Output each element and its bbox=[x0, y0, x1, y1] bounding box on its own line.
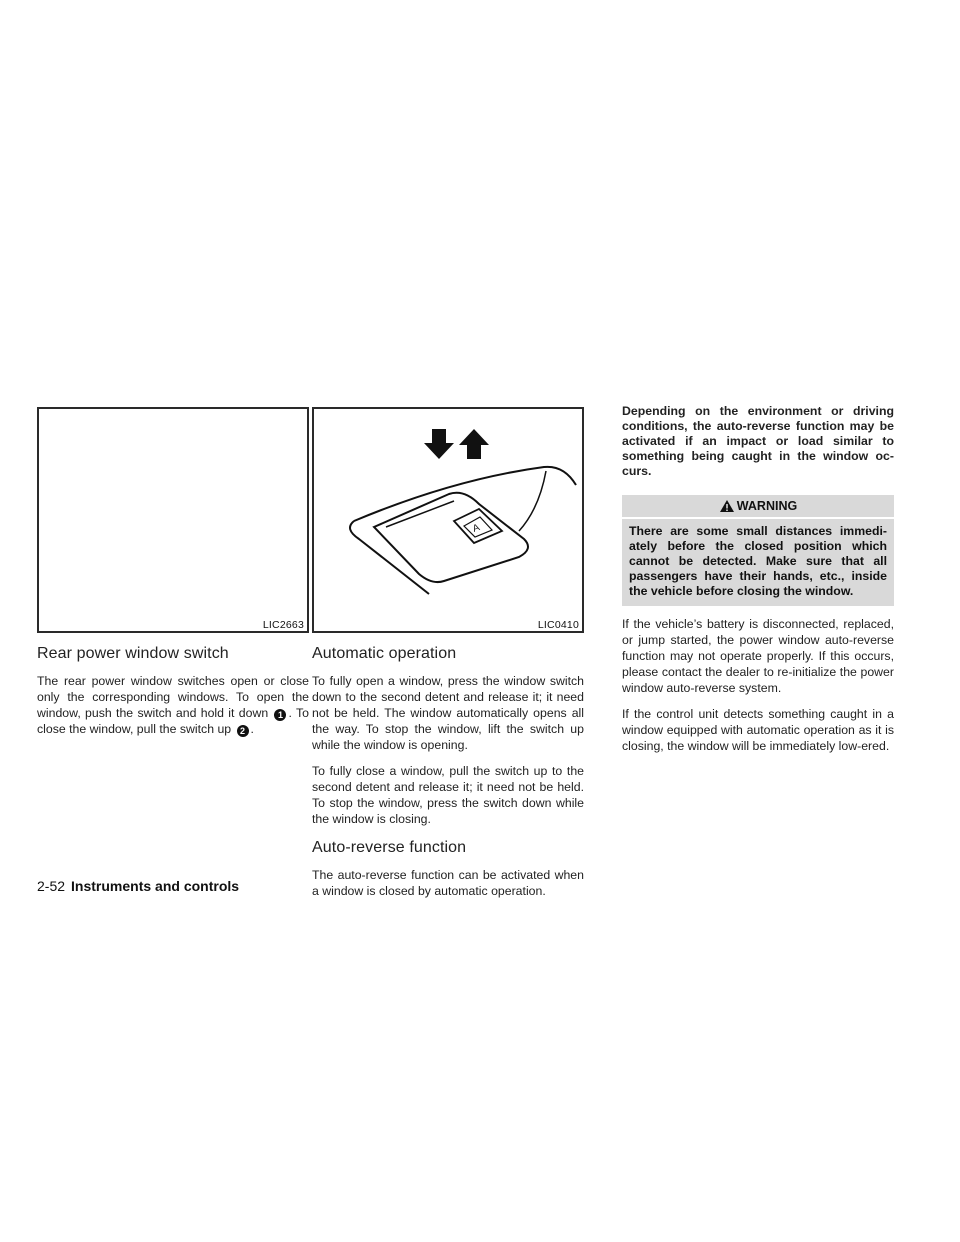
rear-window-switch-figure bbox=[37, 407, 309, 633]
automatic-paragraph-1: To fully open a window, press the window switch down to the second detent and release it; it need not be held. The window automatically opens all the way. To stop the window, lift the switch up while the window is opening. bbox=[312, 674, 584, 752]
automatic-paragraph-2: To fully close a window, pull the switch up to the second detent and release it; it need not be held. To stop the window, press the switch down while the window is closing. bbox=[312, 764, 584, 826]
column-left bbox=[37, 407, 309, 747]
warning-title: WARNING bbox=[736, 499, 798, 513]
warning-header bbox=[622, 495, 894, 517]
page-number: 2-52 bbox=[37, 878, 66, 894]
warning-triangle-icon bbox=[719, 499, 735, 513]
column-middle bbox=[312, 407, 584, 909]
page-footer bbox=[37, 878, 239, 894]
column-right bbox=[622, 404, 894, 764]
section-heading-automatic-operation: Automatic operation bbox=[312, 645, 457, 662]
control-unit-paragraph: If the control unit detects something caught in a window equipped with automatic operation as it is closing, the window will be immediately low-ered. bbox=[622, 707, 894, 753]
text-segment: . To close the window, pull the switch up bbox=[37, 706, 309, 736]
svg-text:A: A bbox=[471, 522, 482, 535]
callout-1-icon: 1 bbox=[274, 709, 286, 721]
callout-2-icon: 2 bbox=[237, 725, 249, 737]
section-title: Instruments and controls bbox=[71, 878, 240, 894]
text-segment: . bbox=[250, 722, 254, 736]
auto-reverse-paragraph: The auto-reverse function can be activated when a window is closed by automatic operation. bbox=[312, 868, 584, 898]
battery-paragraph: If the vehicle’s battery is disconnected, replaced, or jump started, the power window auto-reverse function may not operate properly. If this occurs, please contact the dealer to re-initialize the power window auto-reverse system. bbox=[622, 617, 894, 695]
rear-window-paragraph bbox=[37, 673, 309, 737]
window-switch-figure bbox=[312, 407, 584, 633]
down-arrow-icon bbox=[424, 429, 454, 459]
up-arrow-icon bbox=[459, 429, 489, 459]
text-segment: The rear power window switches open or close only the corresponding windows. To open the window, push the switch and hold it down bbox=[37, 674, 309, 720]
section-heading-auto-reverse: Auto-reverse function bbox=[312, 839, 467, 856]
auto-reverse-condition-paragraph: Depending on the environment or driving conditions, the auto-reverse function may be activated if an impact or load similar to something being caught in the window oc-curs. bbox=[622, 404, 894, 478]
window-switch-illustration bbox=[314, 409, 582, 631]
warning-text: There are some small distances immedi-ately before the closed position which cannot be detected. Make sure that all passengers have their hands, etc., inside the vehicle before closing the window. bbox=[622, 519, 894, 606]
section-heading-rear-power-window: Rear power window switch bbox=[37, 645, 229, 662]
figure-label: LIC2663 bbox=[262, 619, 304, 631]
figure-label: LIC0410 bbox=[537, 619, 579, 631]
